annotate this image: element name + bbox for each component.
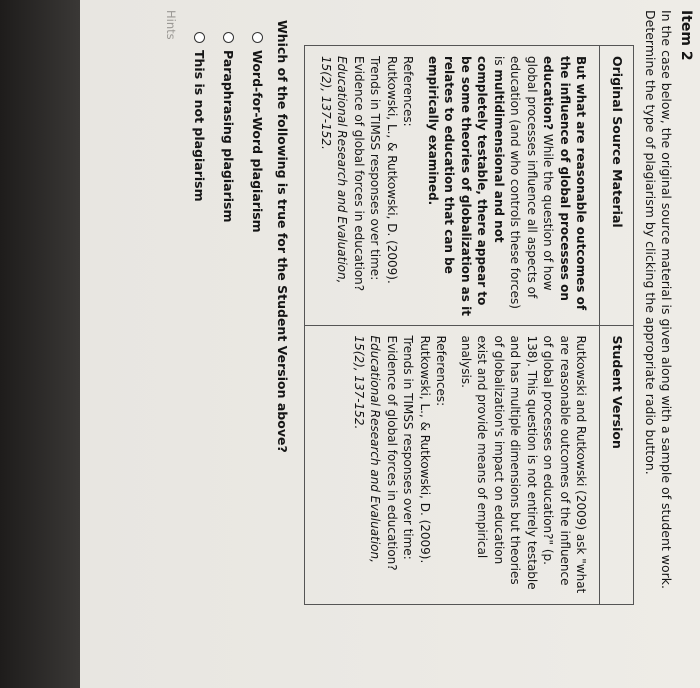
table-content-row [305, 46, 600, 605]
option-word-for-word[interactable] [251, 32, 266, 678]
radio-button[interactable] [224, 32, 235, 43]
original-bold-1: But what are reasonable outcomes of the influence of global processes on education? [541, 56, 589, 311]
option-label: Paraphrasing plagiarism [221, 50, 237, 223]
student-ref-volume: 15(2), 137-152. [352, 335, 366, 430]
option-paraphrasing[interactable] [222, 32, 237, 678]
radio-button[interactable] [195, 32, 206, 43]
option-not-plagiarism[interactable] [193, 32, 208, 678]
student-references-label: References: [434, 335, 449, 407]
original-ref-line-2: Trends in TIMSS responses over time: [368, 56, 383, 281]
instructions-line-1: In the case below, the original source material is given along with a sample of student work. [659, 10, 674, 590]
student-text: Rutkowski and Rutkowski (2009) ask "what are reasonable outcomes of the influence of global processes on education?" (p. 138). This question is not entirely testable and has multiple dimensions but theories of globalization's impact on education exist and provide means of empirical analysis. [459, 335, 589, 594]
comparison-table [305, 45, 635, 605]
original-normal-1: While the question of how global processes influence all aspects of education (and who controls these forces) is [492, 56, 556, 309]
original-source-cell [305, 46, 600, 326]
original-references-label: References: [401, 56, 416, 127]
option-label: This is not plagiarism [192, 50, 208, 202]
header-student: Student Version [600, 325, 634, 605]
student-ref-line-2: Trends in TIMSS responses over time: [401, 335, 416, 560]
quiz-page [80, 0, 700, 688]
original-text [425, 56, 590, 317]
radio-button[interactable] [253, 32, 264, 43]
instructions [642, 10, 674, 678]
student-version-cell [305, 325, 600, 605]
original-ref-volume: 15(2), 137-152. [319, 56, 333, 150]
student-ref-journal: Educational Research and Evaluation, [368, 335, 383, 563]
item-title: Item 2 [678, 10, 694, 61]
table-header-row [600, 46, 634, 605]
header-original: Original Source Material [600, 46, 634, 326]
instructions-line-2: Determine the type of plagiarism by clicking the appropriate radio button. [643, 10, 658, 475]
original-ref-line-1: Rutkowski, L., & Rutkowski, D. (2009). [385, 56, 399, 284]
student-ref-line-1: Rutkowski, L., & Rutkowski, D. (2009). [418, 335, 432, 564]
student-ref-line-3: Evidence of global forces in education? [385, 335, 399, 571]
original-bold-2: multidimensional and not completely testable, there appear to be some theories of globalization as it relates to education that can be empirically examined. [426, 56, 506, 316]
option-label: Word-for-Word plagiarism [250, 50, 266, 233]
photo-background [0, 0, 80, 688]
question-text: Which of the following is true for the Student Version above? [275, 20, 291, 453]
original-ref-line-3: Evidence of global forces in education? [352, 56, 366, 292]
hints-link[interactable]: Hints [164, 10, 179, 40]
original-ref-journal: Educational Research and Evaluation, [335, 56, 350, 284]
